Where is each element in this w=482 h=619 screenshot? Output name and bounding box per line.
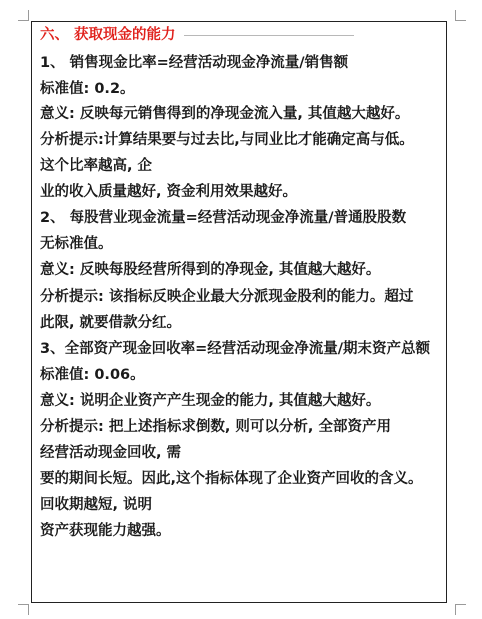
text-line: 无标准值。 <box>40 236 113 252</box>
text-line: 标准值: 0.06。 <box>40 367 145 383</box>
text-line: 经营活动现金回收, 需 <box>40 445 182 461</box>
page-corner-mark <box>455 10 466 21</box>
text-line: 意义: 反映每股经营所得到的净现金, 其值越大越好。 <box>40 262 381 278</box>
text-line: 分析提示:计算结果要与过去比,与同业比才能确定高与低。 <box>40 132 414 148</box>
text-line: 意义: 说明企业资产产生现金的能力, 其值越大越好。 <box>40 393 381 409</box>
text-line: 分析提示: 把上述指标求倒数, 则可以分析, 全部资产用 <box>40 419 391 435</box>
text-line: 分析提示: 该指标反映企业最大分派现金股利的能力。超过 <box>40 289 414 305</box>
text-line: 要的期间长短。因此,这个指标体现了企业资产回收的含义。 <box>40 471 423 487</box>
heading-underline <box>184 35 354 36</box>
text-line: 这个比率越高, 企 <box>40 158 153 174</box>
text-line: 业的收入质量越好, 资金利用效果越好。 <box>40 184 298 200</box>
text-line: 此限, 就要借款分红。 <box>40 315 182 331</box>
page-corner-mark <box>18 10 29 21</box>
text-line: 标准值: 0.2。 <box>40 81 135 97</box>
page-corner-mark <box>455 604 466 615</box>
page-corner-mark <box>18 604 29 615</box>
formula-line: 3、全部资产现金回收率=经营活动现金净流量/期末资产总额 <box>40 341 431 357</box>
text-line: 回收期越短, 说明 <box>40 497 153 513</box>
section-heading: 六、 获取现金的能力 <box>40 25 354 45</box>
text-line: 意义: 反映每元销售得到的净现金流入量, 其值越大越好。 <box>40 106 410 122</box>
formula-line: 1、 销售现金比率=经营活动现金净流量/销售额 <box>40 55 349 71</box>
formula-line: 2、 每股营业现金流量=经营活动现金净流量/普通股股数 <box>40 210 407 226</box>
text-line: 资产获现能力越强。 <box>40 523 171 539</box>
